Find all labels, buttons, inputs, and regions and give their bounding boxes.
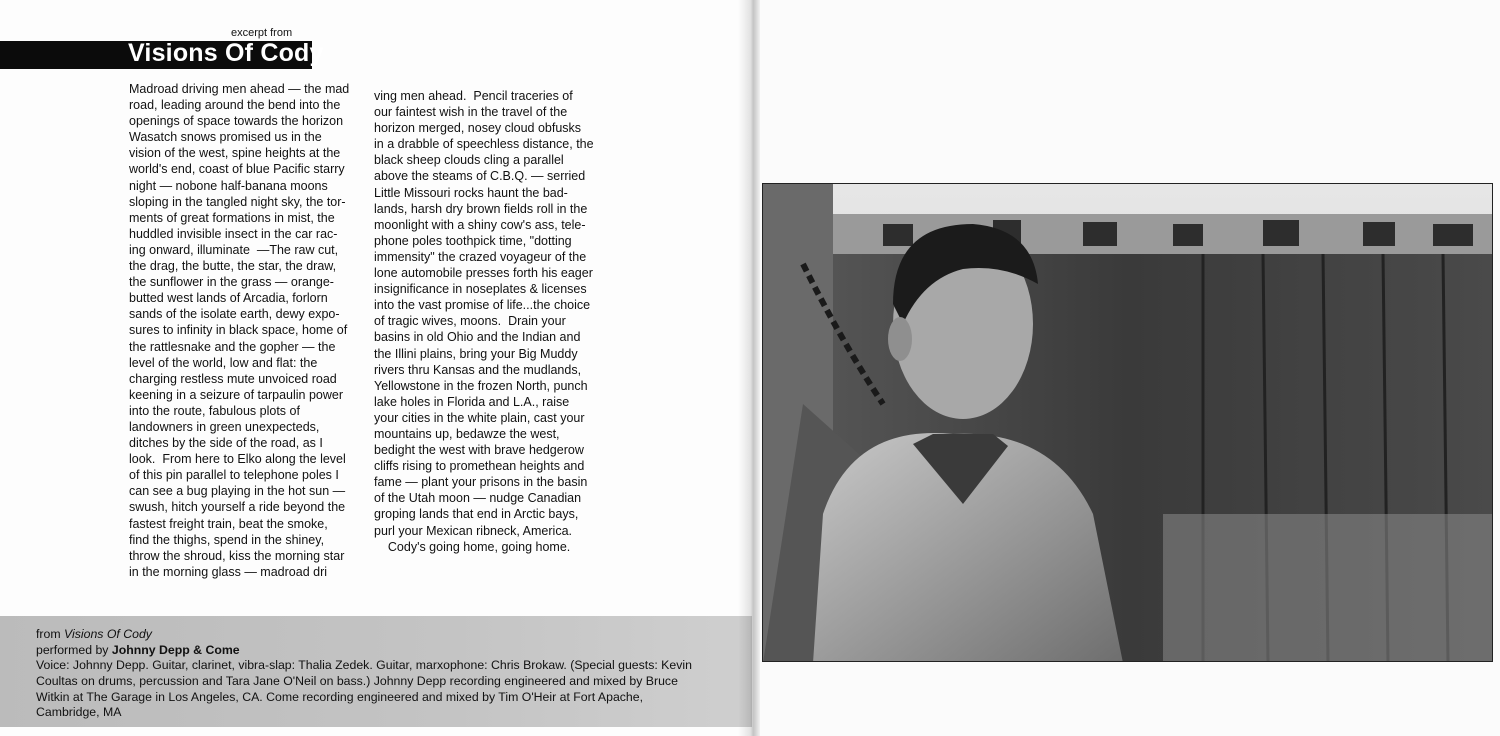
column-2-line: basins in old Ohio and the Indian and	[374, 330, 581, 345]
column-2-line: the Illini plains, bring your Big Muddy	[374, 346, 578, 361]
credits-details	[36, 658, 692, 721]
column-2-line: black sheep clouds cling a parallel	[374, 153, 564, 168]
column-1-line: huddled invisible insect in the car rac-	[129, 226, 338, 241]
column-2-line: in a drabble of speechless distance, the	[374, 137, 594, 152]
column-1-line: ments of great formations in mist, the	[129, 210, 335, 225]
text-column-1	[129, 81, 349, 580]
column-1-line: can see a bug playing in the hot sun —	[129, 484, 346, 499]
column-2-line: ving men ahead. Pencil traceries of	[374, 89, 573, 103]
column-2-line: horizon merged, nosey cloud obfusks	[374, 121, 582, 136]
credits-performed: performed by Johnny Depp & Come	[36, 643, 240, 657]
portrait-photo	[762, 183, 1493, 662]
column-2-line: moonlight with a shiny cow's ass, tele-	[374, 217, 586, 232]
column-1-line: Madroad driving men ahead — the mad	[129, 82, 350, 96]
column-1-line: world's end, coast of blue Pacific starry	[129, 162, 345, 177]
column-1-line: sands of the isolate earth, dewy expo-	[129, 307, 340, 322]
column-2-line: into the vast promise of life...the choice	[374, 298, 591, 313]
column-2-line: rivers thru Kansas and the mudlands,	[374, 362, 582, 377]
column-2-line: lake holes in Florida and L.A., raise	[374, 394, 570, 409]
column-1-line: Wasatch snows promised us in the	[129, 130, 322, 145]
column-1-line: in the morning glass — madroad dri	[129, 564, 328, 579]
column-1-line: openings of space towards the horizon	[129, 114, 344, 129]
column-1-line: level of the world, low and flat: the	[129, 355, 318, 370]
column-2-line: Yellowstone in the frozen North, punch	[374, 378, 588, 393]
column-2-line: insignificance in noseplates & licenses	[374, 282, 587, 297]
excerpt-kicker: excerpt from	[231, 27, 293, 39]
credits-detail-line: Cambridge, MA	[36, 705, 122, 720]
column-2-line: phone poles toothpick time, "dotting	[374, 233, 572, 248]
column-1-line: the drag, the butte, the star, the draw,	[129, 259, 337, 274]
credits-performers: Johnny Depp & Come	[111, 643, 240, 657]
column-1-line: road, leading around the bend into the	[129, 98, 341, 113]
text-column-2	[374, 88, 594, 555]
column-2-line: fame — plant your prisons in the basin	[374, 475, 588, 490]
credits-from: from Visions Of Cody	[36, 627, 152, 641]
column-2-line: lands, harsh dry brown fields roll in the	[374, 201, 588, 216]
column-1-line: night — nobone half-banana moons	[129, 178, 328, 193]
column-1-line: find the thighs, spend in the shiney,	[129, 532, 325, 547]
column-1-line: look. From here to Elko along the level	[129, 452, 346, 467]
column-1-line: ing onward, illuminate —The raw cut,	[129, 242, 339, 257]
column-1-line: into the route, fabulous plots of	[129, 403, 300, 418]
column-2-line: immensity" the crazed voyageur of the	[374, 249, 587, 264]
column-1-line: swush, hitch yourself a ride beyond the	[129, 500, 346, 515]
column-1-line: throw the shroud, kiss the morning star	[129, 548, 345, 563]
column-1-line: landowners in green unexpecteds,	[129, 419, 320, 434]
column-2-line: lone automobile presses forth his eager	[374, 266, 593, 281]
column-1-line: sures to infinity in black space, home of	[129, 323, 348, 338]
column-2-line: bedight the west with brave hedgerow	[374, 443, 584, 458]
column-2-line: of the Utah moon — nudge Canadian	[374, 491, 582, 506]
credits-from-title: Visions Of Cody	[64, 627, 152, 641]
column-2-line: cliffs rising to promethean heights and	[374, 459, 585, 474]
column-2-line: Cody's going home, going home.	[374, 539, 571, 554]
column-2-line: Little Missouri rocks haunt the bad-	[374, 185, 568, 200]
column-2-line: groping lands that end in Arctic bays,	[374, 507, 579, 522]
column-1-line: charging restless mute unvoiced road	[129, 371, 337, 386]
excerpt-title: Visions Of Cody	[128, 39, 324, 67]
column-2-line: mountains up, bedawze the west,	[374, 426, 560, 441]
credits-detail-line: Witkin at The Garage in Los Angeles, CA. Come recording engineered and mixed by Tim O'Heir at Fort Apache,	[36, 689, 644, 704]
column-2-line: our faintest wish in the travel of the	[374, 105, 568, 120]
column-2-line: purl your Mexican ribneck, America.	[374, 523, 572, 538]
column-1-line: ditches by the side of the road, as I	[129, 436, 323, 451]
book-gutter	[738, 0, 760, 736]
column-2-line: above the steams of C.B.Q. — serried	[374, 169, 586, 184]
column-1-line: of this pin parallel to telephone poles I	[129, 468, 339, 483]
column-1-line: butted west lands of Arcadia, forlorn	[129, 291, 328, 306]
column-1-line: vision of the west, spine heights at the	[129, 146, 341, 161]
column-1-line: the rattlesnake and the gopher — the	[129, 339, 336, 354]
column-1-line: the sunflower in the grass — orange-	[129, 275, 334, 290]
credits-detail-line: Voice: Johnny Depp. Guitar, clarinet, vibra-slap: Thalia Zedek. Guitar, marxophone: Chris Brokaw. (Special guests: Kevin	[36, 658, 692, 672]
column-2-line: of tragic wives, moons. Drain your	[374, 314, 566, 329]
column-1-line: sloping in the tangled night sky, the tor-	[129, 194, 346, 209]
column-1-line: keening in a seizure of tarpaulin power	[129, 387, 344, 402]
credits-detail-line: Coultas on drums, percussion and Tara Jane O'Neil on bass.) Johnny Depp recording engineered and mixed by Bruce	[36, 673, 678, 688]
credits-band	[0, 616, 752, 727]
portrait-photo-svg	[763, 184, 1493, 662]
column-1-line: fastest freight train, beat the smoke,	[129, 516, 328, 531]
column-2-line: your cities in the white plain, cast your	[374, 410, 585, 425]
